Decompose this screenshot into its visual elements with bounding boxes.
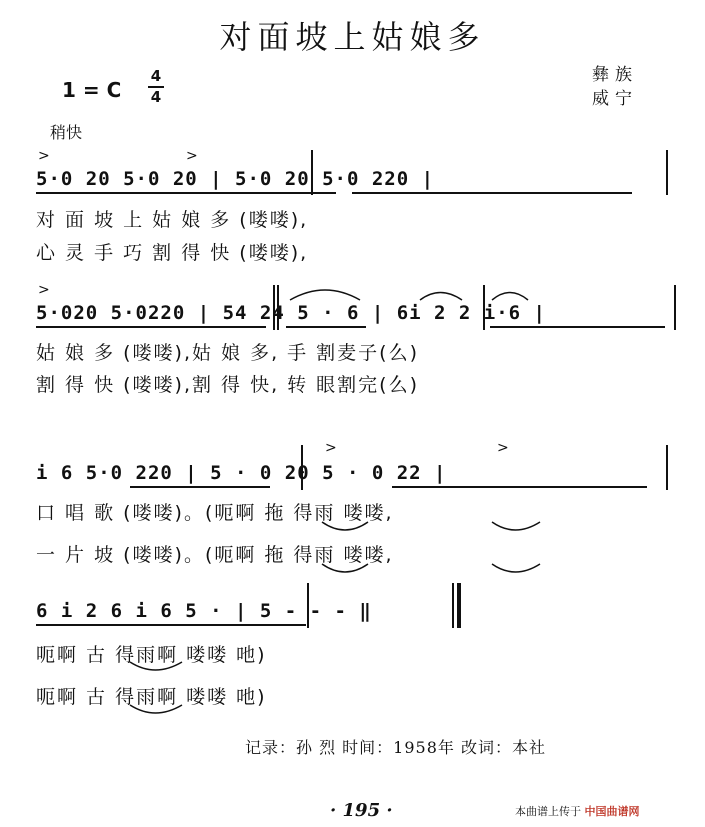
- slur: [492, 522, 540, 530]
- slur: [492, 564, 540, 572]
- watermark-site: 中国曲谱网: [584, 805, 640, 818]
- system-3-notes: i 6 5·0 220 | 5 · 0 20 5 · 0 22 |: [36, 462, 447, 484]
- slur: [492, 293, 528, 301]
- watermark-prefix: 本曲谱上传于: [515, 805, 581, 818]
- system-4-lyrics-2: 呃啊 古 得雨啊 喽喽 吔): [36, 686, 267, 708]
- credits: 记录：孙 烈 时间：1958年 改词：本社: [245, 738, 546, 757]
- system-1-notes: 5·0 20 5·0 20 | 5·0 20 5·0 220 |: [36, 168, 435, 190]
- origin-line1: 彝族: [592, 65, 638, 85]
- system-4-lyrics-1: 呃啊 古 得雨啊 喽喽 吔): [36, 644, 267, 666]
- time-signature-top: 4: [150, 67, 162, 85]
- origin-line2: 威宁: [592, 89, 638, 109]
- slur: [322, 564, 368, 572]
- system-1-lyrics-1: 对 面 坡 上 姑 娘 多 (喽喽),: [36, 209, 309, 231]
- system-4-notes: 6 i 2 6 i 6 5 · | 5 - - - ‖: [36, 600, 372, 622]
- accent-mark: >: [325, 440, 337, 456]
- system-2-notes: 5·020 5·0220 | 54 24 5 · 6 | 6i 2 2 i·6 |: [36, 302, 546, 324]
- watermark: [515, 803, 640, 819]
- time-signature-bottom: 4: [150, 88, 162, 106]
- accent-mark: >: [38, 148, 50, 164]
- page-number: · 195 ·: [330, 800, 393, 821]
- slur: [290, 290, 360, 300]
- system-2-lyrics-2: 割 得 快 (喽喽),割 得 快, 转 眼割完(么): [36, 374, 420, 396]
- system-2-lyrics-1: 姑 娘 多 (喽喽),姑 娘 多, 手 割麦子(么): [36, 342, 420, 364]
- system-3-lyrics-2: 一 片 坡 (喽喽)。(呃啊 拖 得雨 喽喽,: [36, 544, 394, 566]
- accent-mark: >: [497, 440, 509, 456]
- accent-mark: >: [38, 282, 50, 298]
- slur: [322, 522, 368, 530]
- accent-mark: >: [186, 148, 198, 164]
- key-signature: 1 = C: [62, 78, 122, 102]
- page-title: 对面坡上姑娘多: [219, 18, 486, 56]
- slur: [130, 662, 182, 670]
- tempo-marking: 稍快: [50, 123, 83, 142]
- system-3-lyrics-1: 口 唱 歌 (喽喽)。(呃啊 拖 得雨 喽喽,: [36, 502, 394, 524]
- system-1-lyrics-2: 心 灵 手 巧 割 得 快 (喽喽),: [36, 242, 309, 264]
- slur: [130, 705, 182, 713]
- slur: [420, 293, 462, 301]
